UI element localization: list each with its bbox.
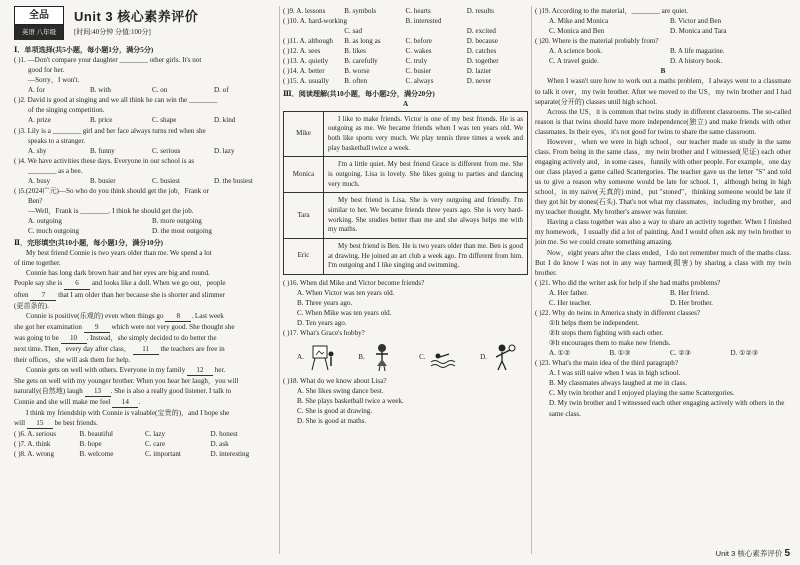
passage-text: will 15 be best friends. bbox=[14, 418, 276, 429]
option[interactable]: B. hope bbox=[79, 440, 102, 449]
option[interactable]: ( )7. A. think bbox=[14, 440, 51, 449]
column-divider bbox=[531, 6, 532, 554]
passage-paragraph: Having a class together was also a way to share an activity together. When I finished my homework，I usually did a lot of painting. And I would often ask my twin brother to join me. So we could create something amazing. bbox=[535, 218, 791, 247]
option[interactable]: A. A science book. bbox=[549, 47, 603, 56]
option[interactable]: D. of bbox=[214, 86, 229, 95]
question-text: ( )2. David is good at singing and we all think he can win the ________ bbox=[14, 96, 218, 105]
passage-text: naturally(自然地) laugh 13 . She is also a really good listener. I talk to bbox=[14, 386, 276, 397]
option[interactable]: B. as long as bbox=[344, 37, 381, 46]
option[interactable]: B. interested bbox=[405, 17, 442, 26]
passage-text: (更苗条的). bbox=[14, 301, 49, 310]
blank-15[interactable]: 15 bbox=[27, 418, 53, 429]
statement: ②It stops them fighting with each other. bbox=[549, 329, 664, 337]
answer-options bbox=[14, 176, 276, 186]
option[interactable]: B. worse bbox=[344, 67, 370, 76]
page-title: Unit 3 核心素养评价 bbox=[74, 9, 199, 24]
passage-text: next time. Then，every day after class， 11 the teachers are free in bbox=[14, 344, 276, 355]
table-row bbox=[284, 157, 528, 193]
answer-options bbox=[283, 16, 528, 26]
option[interactable]: C. lazy bbox=[145, 430, 166, 439]
option[interactable]: B. more outgoing bbox=[152, 217, 202, 226]
person-text: I'm a little quiet. My best friend Grace is different from me. She is outgoing. Lisa is lovely. She likes going to parties and dancing very much. bbox=[324, 157, 528, 193]
blank-11[interactable]: 11 bbox=[133, 344, 159, 355]
option[interactable]: A. I was still naive when I was in high school. bbox=[549, 369, 681, 378]
option[interactable]: D. the busiest bbox=[214, 176, 253, 185]
option[interactable]: B. Victor and Ben bbox=[670, 17, 722, 26]
blank-14[interactable]: 14 bbox=[112, 397, 138, 408]
section-heading: Ⅲ．阅读理解(共10小题，每小题2分，满分20分) bbox=[283, 89, 435, 98]
passage-text: Connie and she will make me feel 14 . bbox=[14, 397, 276, 408]
question-text: ( )22. Why do twins in America study in different classes? bbox=[535, 308, 701, 317]
option-letter: D. bbox=[480, 353, 487, 362]
option[interactable]: B. Three years ago. bbox=[297, 298, 353, 307]
brand-name: 全品 bbox=[15, 7, 63, 25]
question-text: ( )17. What's Grace's hobby? bbox=[283, 329, 365, 338]
option[interactable]: D. honest bbox=[210, 430, 238, 439]
passage-paragraph: Now，eight years after the class ended，I do not remember much of the maths class. But I do know I was not in any way harmed(损害) by sharing a class with my twin brother. bbox=[535, 248, 791, 277]
option[interactable]: D. kind bbox=[214, 116, 236, 125]
passage-text: Connie gets on well with others. Everyone in my family 12 her. bbox=[14, 365, 276, 376]
question-text: good for her. bbox=[28, 66, 65, 75]
option[interactable]: C. much outgoing bbox=[28, 227, 80, 236]
grade-label: 英语 八年级 bbox=[15, 25, 63, 40]
page-footer bbox=[716, 547, 790, 561]
answer-options bbox=[535, 16, 791, 36]
swimming-icon bbox=[429, 342, 457, 372]
question-text: speaks to a stranger. bbox=[28, 136, 86, 145]
option[interactable]: A. When Victor was ten years old. bbox=[297, 288, 395, 297]
passage-text: My best friend Connie is two years older than me. We spend a lot bbox=[26, 249, 212, 258]
option[interactable]: B. A life magazine. bbox=[670, 47, 725, 56]
option[interactable]: A. outgoing bbox=[28, 217, 62, 226]
passage-text: She gets on well with my younger brother. When you hear her laugh，you will bbox=[14, 377, 239, 385]
option[interactable]: D. interesting bbox=[210, 450, 250, 459]
option[interactable]: D. catches bbox=[466, 47, 497, 56]
passage-text: she got her examination 9 which were not very good. She thought she bbox=[14, 322, 276, 333]
passage-paragraph: However，when we were in high school，our teacher made us study in the same class. From being in the same class，my twin brother and I witnessed(见证) each other engaging actively and，in some cases，funnily with other people. For example，one day our class played a game called Scattergories. The teacher gave us the letter "S" and told us to give a reason why someone would be late for school. I，although being in high school，in my naive(天真的) mind，put "stoned"，thinking someone would be late if they got hit by stones(石头). That's not what my classmates，including my brother，and my teacher thought. My brother's answer was funnier. bbox=[535, 137, 791, 217]
answer-options bbox=[14, 216, 276, 236]
option[interactable]: B. price bbox=[90, 116, 113, 125]
option[interactable]: A. Mike and Monica bbox=[549, 17, 609, 26]
option[interactable]: D. lazy bbox=[214, 146, 235, 155]
picture-option-c[interactable] bbox=[419, 342, 457, 372]
answer-options bbox=[283, 36, 528, 46]
option[interactable]: C. important bbox=[145, 450, 181, 459]
answer-options bbox=[283, 56, 528, 66]
question-text: ( )3. Lily is a ________ girl and her face always turns red when she bbox=[14, 126, 206, 135]
option[interactable]: C. sad bbox=[344, 27, 362, 36]
option[interactable]: B. beautiful bbox=[79, 430, 113, 439]
option[interactable]: C. shape bbox=[152, 116, 177, 125]
person-text: My best friend is Ben. He is two years older than me. Ben is good at drawing. He joined an art club a week ago. I'm different from him. I'm outgoing and I like singing and swimming. bbox=[324, 238, 528, 274]
option[interactable]: ( )6. A. serious bbox=[14, 430, 56, 439]
answer-options bbox=[283, 288, 528, 328]
option[interactable]: D. excited bbox=[466, 27, 496, 36]
blank-12[interactable]: 12 bbox=[187, 365, 213, 376]
passage-text: Connie has long dark brown hair and her eyes are big and round. bbox=[26, 269, 210, 278]
option[interactable]: B. with bbox=[90, 86, 111, 95]
option[interactable]: C. A travel guide. bbox=[549, 57, 599, 66]
header bbox=[14, 6, 276, 42]
answer-options bbox=[283, 6, 528, 16]
passage-text: People say she is 6 and looks like a doll. When we go out，people bbox=[14, 278, 276, 289]
answer-options bbox=[14, 146, 276, 156]
passage-text: Connie is positive(乐观的) even when things go 8 . Last week bbox=[14, 311, 276, 322]
passage-text: of time together. bbox=[14, 259, 61, 268]
question-text: ( )18. What do we know about Lisa? bbox=[283, 377, 387, 386]
option[interactable]: C. on bbox=[152, 86, 168, 95]
page-number: 5 bbox=[784, 547, 790, 559]
option-letter: B. bbox=[358, 353, 365, 362]
blank-9[interactable]: 9 bbox=[84, 322, 110, 333]
question-text: —Sorry，I won't. bbox=[28, 76, 80, 85]
question-text: ( )23. What's the main idea of the third paragraph? bbox=[535, 359, 678, 368]
statement: ③It encourages them to make new friends. bbox=[549, 339, 671, 348]
basketball-player-icon bbox=[490, 342, 518, 372]
person-name: Eric bbox=[284, 238, 324, 274]
picture-options bbox=[283, 338, 528, 376]
option[interactable]: C. When Mike was ten years old. bbox=[297, 309, 392, 317]
option-letter: C. bbox=[419, 353, 426, 362]
answer-options bbox=[14, 115, 276, 125]
column-1 bbox=[14, 6, 276, 460]
option[interactable]: A. shy bbox=[28, 146, 47, 155]
table-row bbox=[284, 193, 528, 239]
option[interactable]: D. ask bbox=[210, 440, 229, 449]
option[interactable]: ( )14. A. better bbox=[283, 67, 325, 76]
option[interactable]: D. lazier bbox=[466, 67, 492, 76]
option[interactable]: ( )9. A. lessons bbox=[283, 7, 326, 15]
person-text: I like to make friends. Victor is one of my best friends. He is as outgoing as me. We became friends when I was ten years old. We both like sports very much. We play tennis three times a week and play basketball twice a week. bbox=[324, 111, 528, 157]
option[interactable]: ( )13. A. quietly bbox=[283, 57, 329, 66]
option[interactable]: C. truly bbox=[405, 57, 428, 66]
option[interactable]: B. funny bbox=[90, 146, 115, 155]
option[interactable]: B. symbols bbox=[344, 7, 377, 15]
answer-options bbox=[535, 46, 791, 66]
option[interactable]: B. likes bbox=[344, 47, 366, 56]
option[interactable]: C. before bbox=[405, 37, 432, 46]
option[interactable]: D. results bbox=[466, 7, 494, 15]
answer-options bbox=[14, 85, 276, 95]
answer-options bbox=[14, 439, 276, 449]
option[interactable]: D. Her brother. bbox=[670, 298, 713, 307]
table-row bbox=[284, 111, 528, 157]
option-letter: A. bbox=[297, 353, 304, 362]
column-divider bbox=[279, 6, 280, 554]
option[interactable]: C. serious bbox=[152, 146, 181, 155]
option[interactable]: D. She is good at maths. bbox=[297, 417, 367, 426]
option[interactable]: C. care bbox=[145, 440, 166, 449]
person-text: My best friend is Lisa. She is very outgoing and friendly. I'm similar to her. We became friends three years ago. She is very hard-working. She studies better than me and she always helps me with my maths. bbox=[324, 193, 528, 239]
question-text: Ben? bbox=[28, 196, 43, 205]
option[interactable]: C. ②③ bbox=[670, 349, 691, 358]
passage-paragraph: When I wasn't sure how to work out a maths problem，I always went to a classmate to talk it over，my twin brother. After we moved to the US，my twin brother and I had separate(分开的) classes until high school. bbox=[535, 77, 791, 106]
option[interactable]: D. ①②③ bbox=[730, 349, 759, 358]
passage-text: their offices，she will ask them for help. bbox=[14, 355, 131, 364]
option[interactable]: A. prize bbox=[28, 116, 51, 125]
option[interactable]: B. She plays basketball twice a week. bbox=[297, 397, 404, 406]
option[interactable]: B. often bbox=[344, 77, 368, 86]
part-label: B bbox=[660, 67, 666, 76]
option[interactable]: D. never bbox=[466, 77, 492, 86]
question-text: ( )20. Where is the material probably from? bbox=[535, 37, 659, 46]
option[interactable]: C. always bbox=[405, 77, 434, 86]
option[interactable]: C. busiest bbox=[152, 176, 180, 185]
picture-option-a[interactable] bbox=[297, 342, 335, 372]
time-score-info: [时间:40分钟 分值:100分] bbox=[74, 28, 151, 37]
reading-table bbox=[283, 111, 528, 275]
option[interactable]: D. the most outgoing bbox=[152, 227, 212, 236]
option[interactable]: C. busier bbox=[405, 67, 432, 76]
answer-options bbox=[283, 76, 528, 86]
blank-10[interactable]: 10 bbox=[61, 333, 87, 344]
option[interactable]: ( )11. A. although bbox=[283, 37, 333, 46]
option[interactable]: ( )10. A. hard-working bbox=[283, 17, 348, 26]
statement: ①It helps them be independent. bbox=[549, 318, 640, 327]
question-text: ( )16. When did Mike and Victor become friends? bbox=[283, 278, 425, 287]
option[interactable]: C. She is good at drawing. bbox=[297, 407, 373, 416]
answer-options bbox=[14, 449, 276, 459]
option[interactable]: C. Her teacher. bbox=[549, 298, 592, 307]
painting-easel-icon bbox=[307, 342, 335, 372]
person-name: Tara bbox=[284, 193, 324, 239]
person-name: Monica bbox=[284, 157, 324, 193]
option[interactable]: B. ①③ bbox=[609, 349, 631, 358]
blank-7[interactable]: 7 bbox=[30, 290, 56, 301]
blank-8[interactable]: 8 bbox=[165, 311, 191, 322]
option[interactable]: B. welcome bbox=[79, 450, 114, 459]
option[interactable]: ( )15. A. usually bbox=[283, 77, 329, 86]
option[interactable]: D. Ten years ago. bbox=[297, 319, 347, 328]
option[interactable]: D. Monica and Tara bbox=[670, 27, 727, 36]
statement-list bbox=[535, 318, 791, 348]
question-text: ( )19. According to the material，________ are quiet. bbox=[535, 7, 689, 15]
option[interactable]: A. She likes swing dance best. bbox=[297, 387, 384, 396]
passage-text: was going to be 10 . Instead，she simply decided to do better the bbox=[14, 333, 276, 344]
option[interactable]: ( )12. A. sees bbox=[283, 47, 321, 56]
option[interactable]: A. busy bbox=[28, 176, 51, 185]
column-3 bbox=[535, 6, 791, 419]
section-heading: Ⅱ．完形填空(共10小题，每小题1分，满分10分) bbox=[14, 239, 164, 248]
column-2 bbox=[283, 6, 528, 427]
answer-options bbox=[535, 288, 791, 308]
answer-options bbox=[283, 386, 528, 426]
question-text: ( )4. We have activities these days. Everyone in our school is as bbox=[14, 156, 195, 165]
blank-13[interactable]: 13 bbox=[85, 386, 111, 397]
option[interactable]: A. for bbox=[28, 86, 45, 95]
answer-options bbox=[283, 26, 528, 36]
answer-options bbox=[535, 368, 791, 418]
question-text: ( )5.(2024广元)—So who do you think should get the job，Frank or bbox=[14, 186, 209, 195]
answer-options bbox=[14, 429, 276, 439]
dancing-girl-icon bbox=[368, 342, 396, 372]
table-row bbox=[284, 238, 528, 274]
option[interactable]: B. Her friend. bbox=[670, 288, 710, 297]
option[interactable]: B. My classmates always laughed at me in class. bbox=[549, 379, 687, 388]
option[interactable]: B. busier bbox=[90, 176, 116, 185]
question-text: of the singing competition. bbox=[28, 106, 105, 115]
question-text: —Well，Frank is ________. I think he should get the job. bbox=[28, 207, 194, 215]
blank-6[interactable]: 6 bbox=[64, 278, 90, 289]
option[interactable]: D. because bbox=[466, 37, 498, 46]
section-heading: Ⅰ．单项选择(共5小题，每小题1分，满分5分) bbox=[14, 46, 154, 54]
brand-badge bbox=[14, 6, 64, 40]
option[interactable]: D. together bbox=[466, 57, 499, 66]
question-text: ( )1. —Don't compare your daughter ________ other girls. It's not bbox=[14, 56, 202, 65]
person-name: Mike bbox=[284, 111, 324, 157]
footer-unit: Unit 3 核心素养评价 bbox=[715, 548, 783, 558]
option[interactable]: C. wakes bbox=[405, 47, 432, 56]
part-label: A bbox=[402, 99, 409, 108]
answer-options bbox=[283, 66, 528, 76]
picture-option-d[interactable] bbox=[480, 342, 518, 372]
option[interactable]: D. A history book. bbox=[670, 57, 723, 66]
answer-options bbox=[283, 46, 528, 56]
option[interactable]: C. Monica and Ben bbox=[549, 27, 605, 36]
passage-paragraph: Across the US，it is common that twins study in different classrooms. The so-called reason is that twins should have more independence(独立) and make friends with other classmates. In their eyes，it's not good for twins to share the same classroom. bbox=[535, 107, 791, 136]
option[interactable]: ( )8. A. wrong bbox=[14, 450, 54, 459]
option[interactable]: C. hearts bbox=[405, 7, 431, 15]
option[interactable]: D. My twin brother and I witnessed each other engaging actively with others in the same class. bbox=[549, 399, 785, 418]
option[interactable]: A. Her father. bbox=[549, 288, 588, 297]
question-text: ________ as a bee. bbox=[28, 166, 83, 175]
option[interactable]: A. ①② bbox=[549, 349, 571, 358]
passage-text: often 7 that I am older than her because she is shorter and slimmer bbox=[14, 290, 276, 301]
option[interactable]: B. carefully bbox=[344, 57, 378, 66]
answer-options bbox=[535, 348, 791, 358]
passage-text: I think my friendship with Connie is valuable(宝贵的)，and I hope she bbox=[26, 409, 230, 418]
picture-option-b[interactable] bbox=[358, 342, 396, 372]
option[interactable]: C. My twin brother and I enjoyed playing the same Scattergories. bbox=[549, 389, 735, 398]
question-text: ( )21. Who did the writer ask for help if she had maths problems? bbox=[535, 278, 721, 287]
